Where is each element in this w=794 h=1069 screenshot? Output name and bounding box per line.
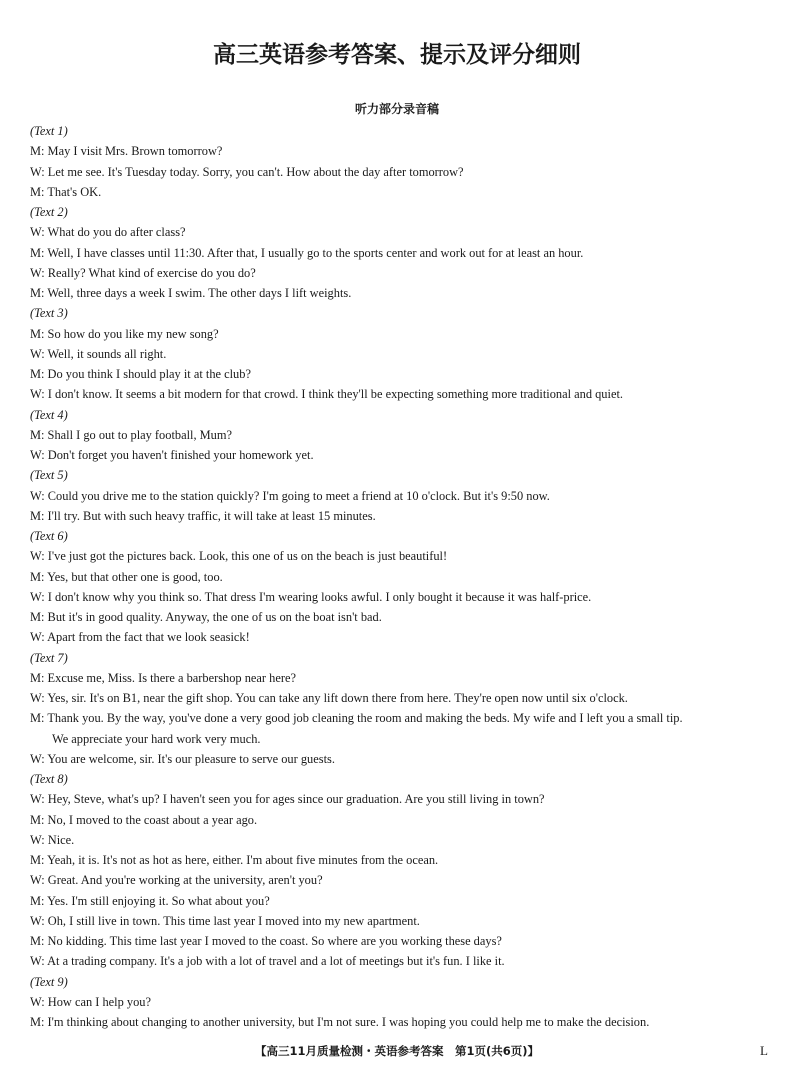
section-heading: 听力部分录音稿 [354,102,439,116]
transcript-line: M: Do you think I should play it at the club? [30,367,251,381]
transcript-line: M: May I visit Mrs. Brown tomorrow? [30,144,223,159]
transcript-line: M: Yes, but that other one is good, too. [30,569,223,584]
transcript-line: M: Shall I go out to play football, Mum? [30,427,233,442]
transcript-line: We appreciate your hard work very much. [52,731,261,746]
corner-mark: L [760,1043,768,1058]
transcript-line: M: Excuse me, Miss. Is there a barbershop near here? [30,670,296,685]
text-number-label: (Text 2) [30,205,68,219]
page-footer: 【高三11月质量检测・英语参考答案 第1页(共6页)】 [254,1044,540,1058]
text-number-label: (Text 3) [30,306,68,321]
transcript-body [30,121,770,1032]
transcript-line: W: Nice. [30,832,75,847]
transcript-line: W: I've just got the pictures back. Look, this one of us on the beach is just beautiful! [30,549,448,564]
transcript-line: W: I don't know. It seems a bit modern for that crowd. I think they'll be expecting something more traditional and quiet. [30,387,623,402]
transcript-line: M: No, I moved to the coast about a year ago. [30,812,258,827]
transcript-line: W: What do you do after class? [30,225,186,240]
transcript-line: W: Apart from the fact that we look seasick! [30,630,250,645]
transcript-line: W: Let me see. It's Tuesday today. Sorry, you can't. How about the day after tomorrow? [30,164,464,179]
transcript-line: W: Well, it sounds all right. [30,346,167,361]
transcript-line: W: You are welcome, sir. It's our pleasure to serve our guests. [30,751,335,766]
text-number-label: (Text 5) [30,468,68,483]
transcript-line: M: Well, I have classes until 11:30. After that, I usually go to the sports center and work out for at least an hour. [30,245,584,260]
text-number-label: (Text 7) [30,650,68,665]
text-number-label: (Text 1) [30,124,68,138]
transcript-line: M: Yes. I'm still enjoying it. So what about you? [30,893,270,908]
transcript-line: W: How can I help you? [30,994,151,1009]
transcript-line: W: Don't forget you haven't finished your homework yet. [30,448,314,462]
transcript-line: M: So how do you like my new song? [30,326,219,341]
text-number-label: (Text 9) [30,974,68,989]
transcript-line: W: Great. And you're working at the university, aren't you? [30,873,323,888]
transcript-line: M: Thank you. By the way, you've done a very good job cleaning the room and making the beds. My wife and I left you a small tip. [30,711,683,726]
transcript-line: M: That's OK. [30,184,102,199]
transcript-line: W: At a trading company. It's a job with a lot of travel and a lot of meetings but it's fun. I like it. [30,954,505,969]
transcript-line: W: Hey, Steve, what's up? I haven't seen you for ages since our graduation. Are you still living in town? [30,792,545,807]
transcript-line: M: Yeah, it is. It's not as hot as here, either. I'm about five minutes from the ocean. [30,853,439,867]
text-number-label: (Text 8) [30,772,68,786]
transcript-line: M: No kidding. This time last year I moved to the coast. So where are you working these days? [30,934,502,948]
transcript-line: W: I don't know why you think so. That dress I'm wearing looks awful. I only bought it because it was half-price. [30,589,592,604]
transcript-line: M: Well, three days a week I swim. The other days I lift weights. [30,286,352,300]
transcript-line: M: But it's in good quality. Anyway, the one of us on the boat isn't bad. [30,610,382,624]
transcript-line: M: I'm thinking about changing to another university, but I'm not sure. I was hoping you could help me to make the decision. [30,1015,650,1029]
page-title: 高三英语参考答案、提示及评分细则 [213,42,581,68]
text-number-label: (Text 4) [30,407,68,422]
transcript-line: W: Oh, I still live in town. This time last year I moved into my new apartment. [30,913,420,928]
text-number-label: (Text 6) [30,529,68,543]
transcript-line: W: Really? What kind of exercise do you do? [30,265,256,280]
transcript-line: W: Could you drive me to the station quickly? I'm going to meet a friend at 10 o'clock. But it's 9:50 now. [30,488,550,503]
transcript-line: M: I'll try. But with such heavy traffic, it will take at least 15 minutes. [30,508,376,523]
transcript-line: W: Yes, sir. It's on B1, near the gift shop. You can take any lift down there from here. They're open now until six o'clock. [30,691,628,705]
